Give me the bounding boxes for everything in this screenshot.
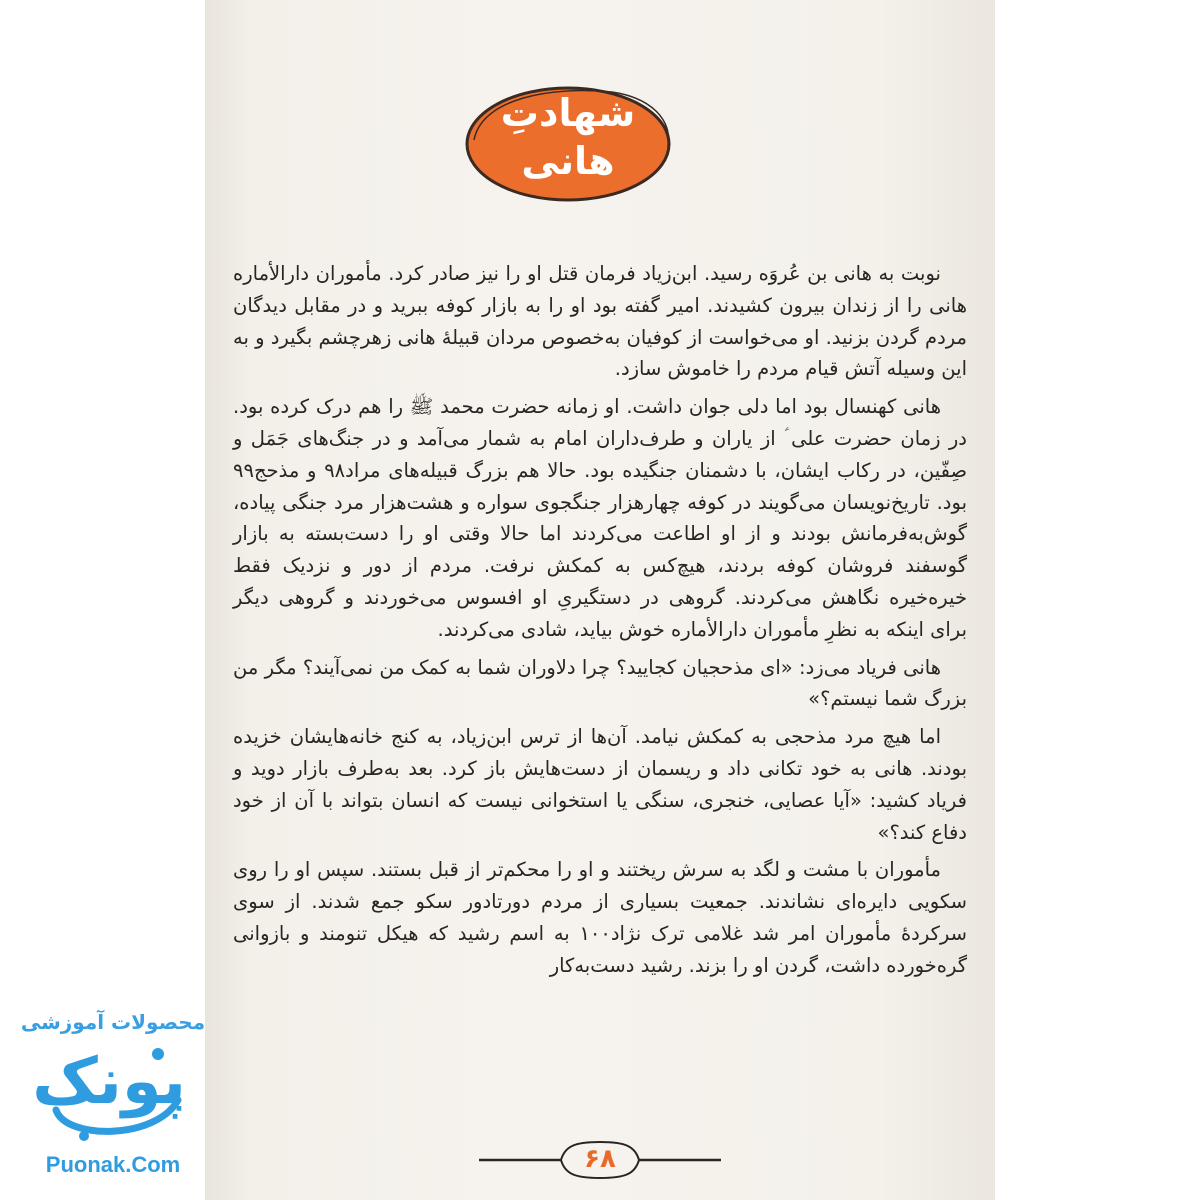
paragraph-5: مأموران با مشت و لگد به سرش ریختند و او را محکم‌تر از قبل بستند. سپس او را روی سکویی دایره‌ای نشاندند. جمعیت بسیاری از مردم دورتادور سکو جمع شدند. از سوی سرکردهٔ مأموران امر شد غلامی ترک نژاد۱۰۰ به اسم رشید که هیکل تنومند و بازوانی گره‌خورده داشت، گردن او را بزند. رشید دست‌به‌کار	[233, 858, 967, 977]
paragraph-1: نوبت به هانی بن عُروَه رسید. ابن‌زیاد فرمان قتل او را نیز صادر کرد. مأموران دارالأماره هانی را از زندان بیرون کشیدند. امیر گفته بود او را به بازار کوفه ببرید و در مقابل دیدگان مردم گردن بزنید. او می‌خواست از کوفیان به‌خصوص مردان قبیلهٔ هانی زهرچشم بگیرد و به این وسیله آتش قیام مردم را خاموش سازد.	[233, 262, 967, 381]
book-page	[205, 0, 995, 1200]
page-number: ۶۸	[584, 1144, 616, 1174]
puonak-watermark	[18, 1010, 208, 1190]
puonak-logo	[32, 1040, 186, 1145]
page-number-ornament	[475, 1138, 725, 1182]
watermark-tagline: محصولات آموزشی	[20, 1010, 206, 1034]
paragraph-2: هانی کهنسال بود اما دلی جوان داشت. او زمانه حضرت محمد ﷺ را هم درک کرده بود. در زمان حضرت علی ؑ از یاران و طرف‌داران امام به شمار می‌آمد و در جنگ‌های جَمَل و صِفّین، در رکاب ایشان، با دشمنان جنگیده بود. حالا هم بزرگ قبیله‌های مراد۹۸ و مذحج۹۹ بود. تاریخ‌نویسان می‌گویند در کوفه چهارهزار جنگجوی سواره و هشت‌هزار مرد جنگی پیاده، گوش‌به‌فرمانش بودند و از او اطاعت می‌کردند اما حالا وقتی او را دست‌بسته به بازار گوسفند فروشان کوفه بردند، هیچ‌کس به کمکش نرفت. مردم از دور و نزدیک فقط خیره‌خیره نگاهش می‌کردند. گروهی در دستگیریِ او افسوس می‌خوردند و گروهی دیگر برای اینکه به نظرِ مأموران دارالأماره خوش بیاید، شادی می‌کردند.	[233, 395, 967, 641]
logo-wordmark: پونک	[32, 1045, 186, 1119]
paragraph-3: هانی فریاد می‌زد: «ای مذحجیان کجایید؟ چرا دلاوران شما به کمک من نمی‌آیند؟ مگر من بزرگ شما نیستم؟»	[233, 655, 967, 711]
body-text	[233, 258, 967, 988]
chapter-title-line-2: هانی	[521, 139, 615, 183]
chapter-title-badge	[462, 80, 674, 204]
chapter-title-line-1: شهادتِ	[500, 91, 636, 135]
paragraph-4: اما هیچ مرد مذحجی به کمکش نیامد. آن‌ها از ترس ابن‌زیاد، به کنج خانه‌هایشان خزیده بودند. هانی به خود تکانی داد و ریسمان از دست‌هایش باز کرد. بعد به‌طرف بازار دوید و فریاد کشید: «آیا عصایی، خنجری، سنگی یا استخوانی نیست که انسان بتواند با آن از خود دفاع کند؟»	[233, 725, 967, 844]
watermark-site: Puonak.Com	[45, 1152, 181, 1177]
